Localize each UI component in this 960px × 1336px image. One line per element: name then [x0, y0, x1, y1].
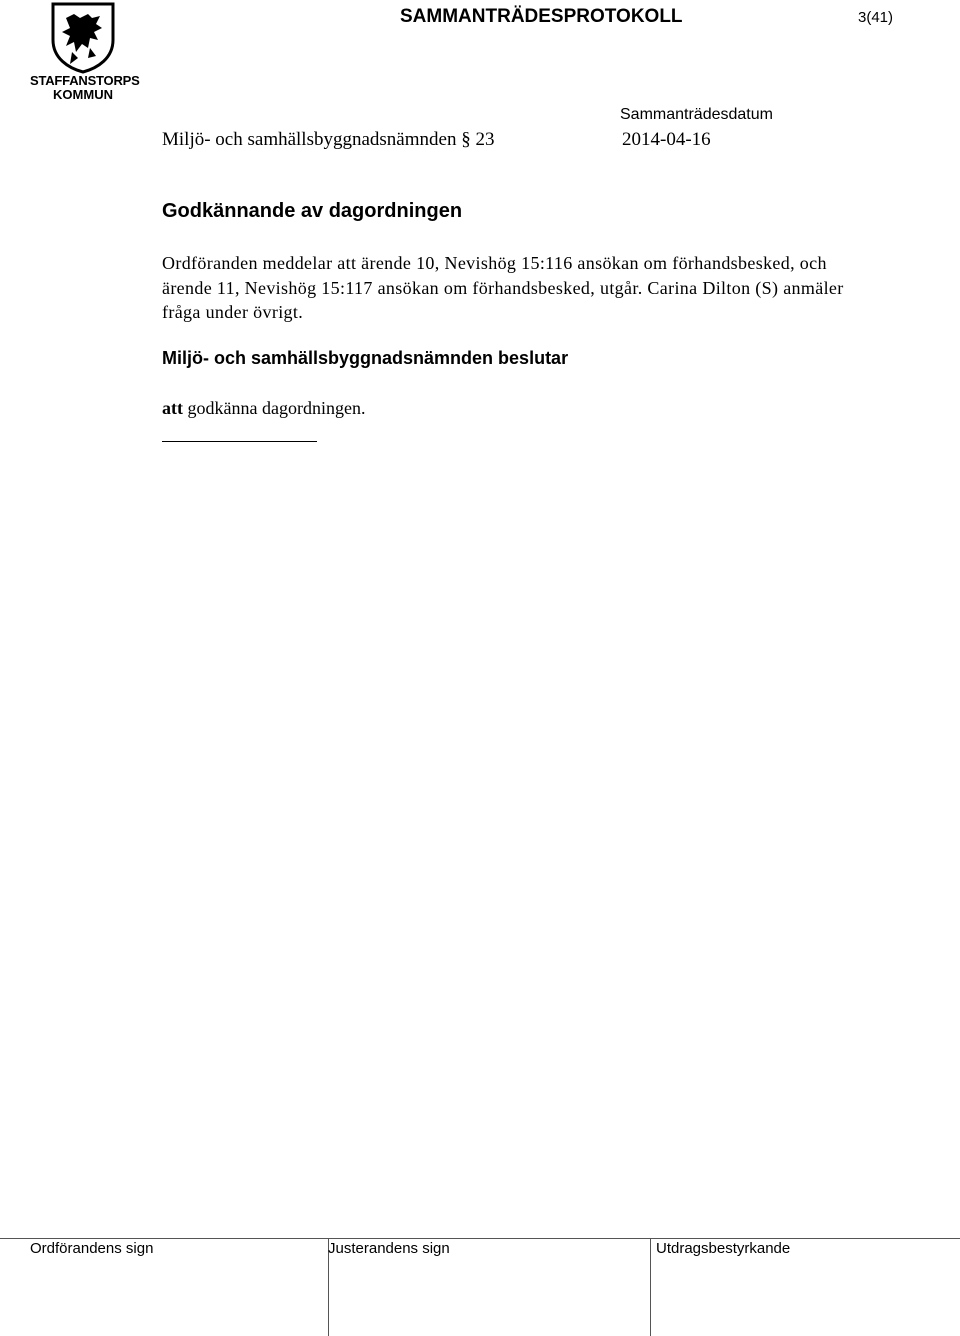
page-number: 3(41) [858, 9, 894, 26]
adjuster-sign-label: Justerandens sign [328, 1240, 450, 1257]
coat-of-arms-icon [30, 2, 136, 74]
decision-keyword: att [162, 398, 183, 418]
footer-divider-2 [650, 1238, 651, 1336]
decision-text [162, 396, 365, 420]
committee-paragraph: Miljö- och samhällsbyggnadsnämnden § 23 [162, 129, 495, 150]
section-body: Ordföranden meddelar att ärende 10, Nevishög 15:116 ansökan om förhandsbesked, och ärende 11, Nevishög 15:117 ansökan om förhandsbesked, utgår. Carina Dilton (S) anmäler fråga under övrigt. [162, 253, 844, 322]
extract-certification-label: Utdragsbestyrkande [656, 1240, 791, 1257]
logo-text-line2: KOMMUN [53, 87, 113, 102]
footer-top-rule [0, 1238, 960, 1239]
decision-heading: Miljö- och samhällsbyggnadsnämnden beslutar [162, 348, 569, 368]
logo-text-line1: STAFFANSTORPS [30, 73, 140, 88]
meeting-date-label: Sammanträdesdatum [620, 106, 773, 123]
section-end-rule [162, 441, 317, 442]
decision-body: godkänna dagordningen. [187, 398, 366, 418]
meeting-date: 2014-04-16 [622, 129, 711, 150]
document-type-title: SAMMANTRÄDESPROTOKOLL [400, 6, 683, 27]
chair-sign-label: Ordförandens sign [30, 1240, 154, 1257]
section-heading: Godkännande av dagordningen [162, 200, 463, 222]
